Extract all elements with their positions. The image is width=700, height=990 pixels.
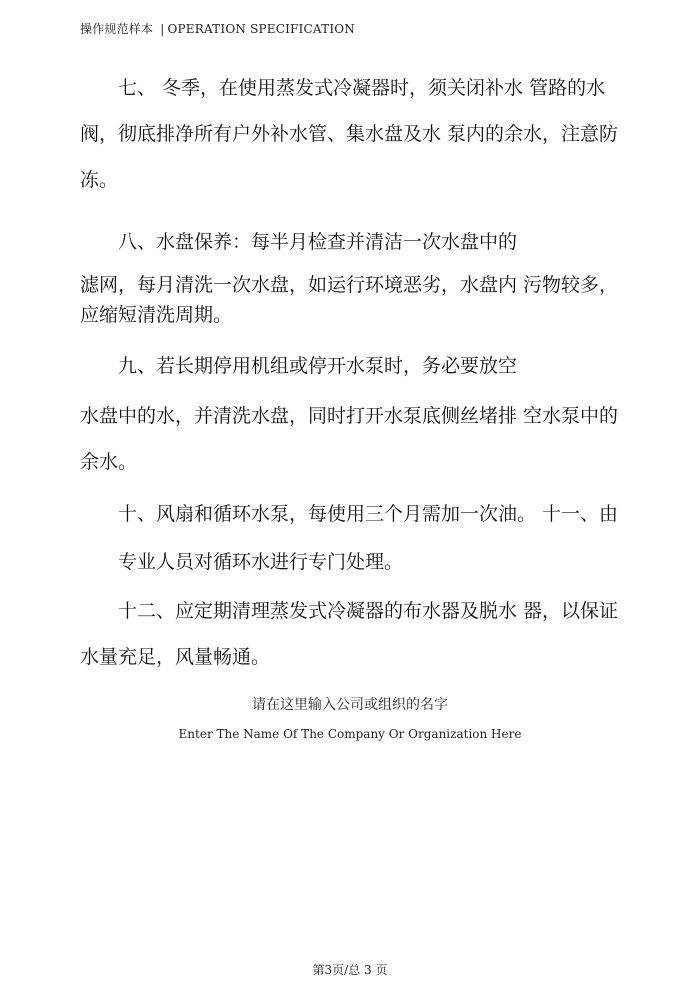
header-title-cn: 操作规范样本 bbox=[80, 22, 154, 36]
paragraph-9-continued bbox=[80, 393, 625, 485]
paragraph-line: 九、若长期停用机组或停开水泵时，务必要放空 bbox=[80, 355, 518, 377]
paragraph-line: 七、 冬季，在使用蒸发式冷凝器时，须关闭补水 管路的水 bbox=[80, 77, 606, 99]
paragraph-line: 水盘中的水，并清洗水盘，同时打开水泵底侧丝堵排 空水泵中的 bbox=[80, 405, 619, 427]
paragraph-line: 滤网，每月清洗一次水盘，如运行环境恶劣，水盘内 污物较多， bbox=[80, 274, 619, 296]
paragraph-line: 应缩短清洗周期。 bbox=[80, 304, 233, 326]
company-name-en: Enter The Name Of The Company Or Organization Here bbox=[178, 727, 522, 741]
paragraph-8 bbox=[80, 219, 625, 265]
page-header bbox=[80, 21, 640, 37]
company-name-cn: 请在这里输入公司或组织的名字 bbox=[252, 697, 448, 713]
paragraph-line: 水量充足，风量畅通。 bbox=[80, 646, 271, 668]
header-title-en: OPERATION SPECIFICATION bbox=[167, 22, 355, 36]
paragraph-line: 八、水盘保养：每半月检查并清洁一次水盘中的 bbox=[80, 231, 518, 253]
paragraph-line: 冻。 bbox=[80, 169, 119, 191]
paragraph-12 bbox=[80, 588, 625, 680]
paragraph-7 bbox=[80, 65, 625, 203]
paragraph-line: 余水。 bbox=[80, 451, 138, 473]
paragraph-line: 十二、应定期清理蒸发式冷凝器的布水器及脱水 器，以保证 bbox=[80, 600, 619, 622]
header-separator: | bbox=[160, 22, 165, 36]
paragraph-8-continued bbox=[80, 270, 625, 330]
paragraph-line: 专业人员对循环水进行专门处理。 bbox=[80, 551, 404, 573]
paragraph-10 bbox=[80, 490, 625, 586]
paragraph-line: 阀，彻底排净所有户外补水管、集水盘及水 泵内的余水，注意防 bbox=[80, 123, 619, 145]
paragraph-9 bbox=[80, 343, 625, 389]
page-number: 第3页/总 3 页 bbox=[312, 963, 388, 977]
paragraph-line: 十、风扇和循环水泵，每使用三个月需加一次油。 十一、由 bbox=[80, 503, 619, 525]
